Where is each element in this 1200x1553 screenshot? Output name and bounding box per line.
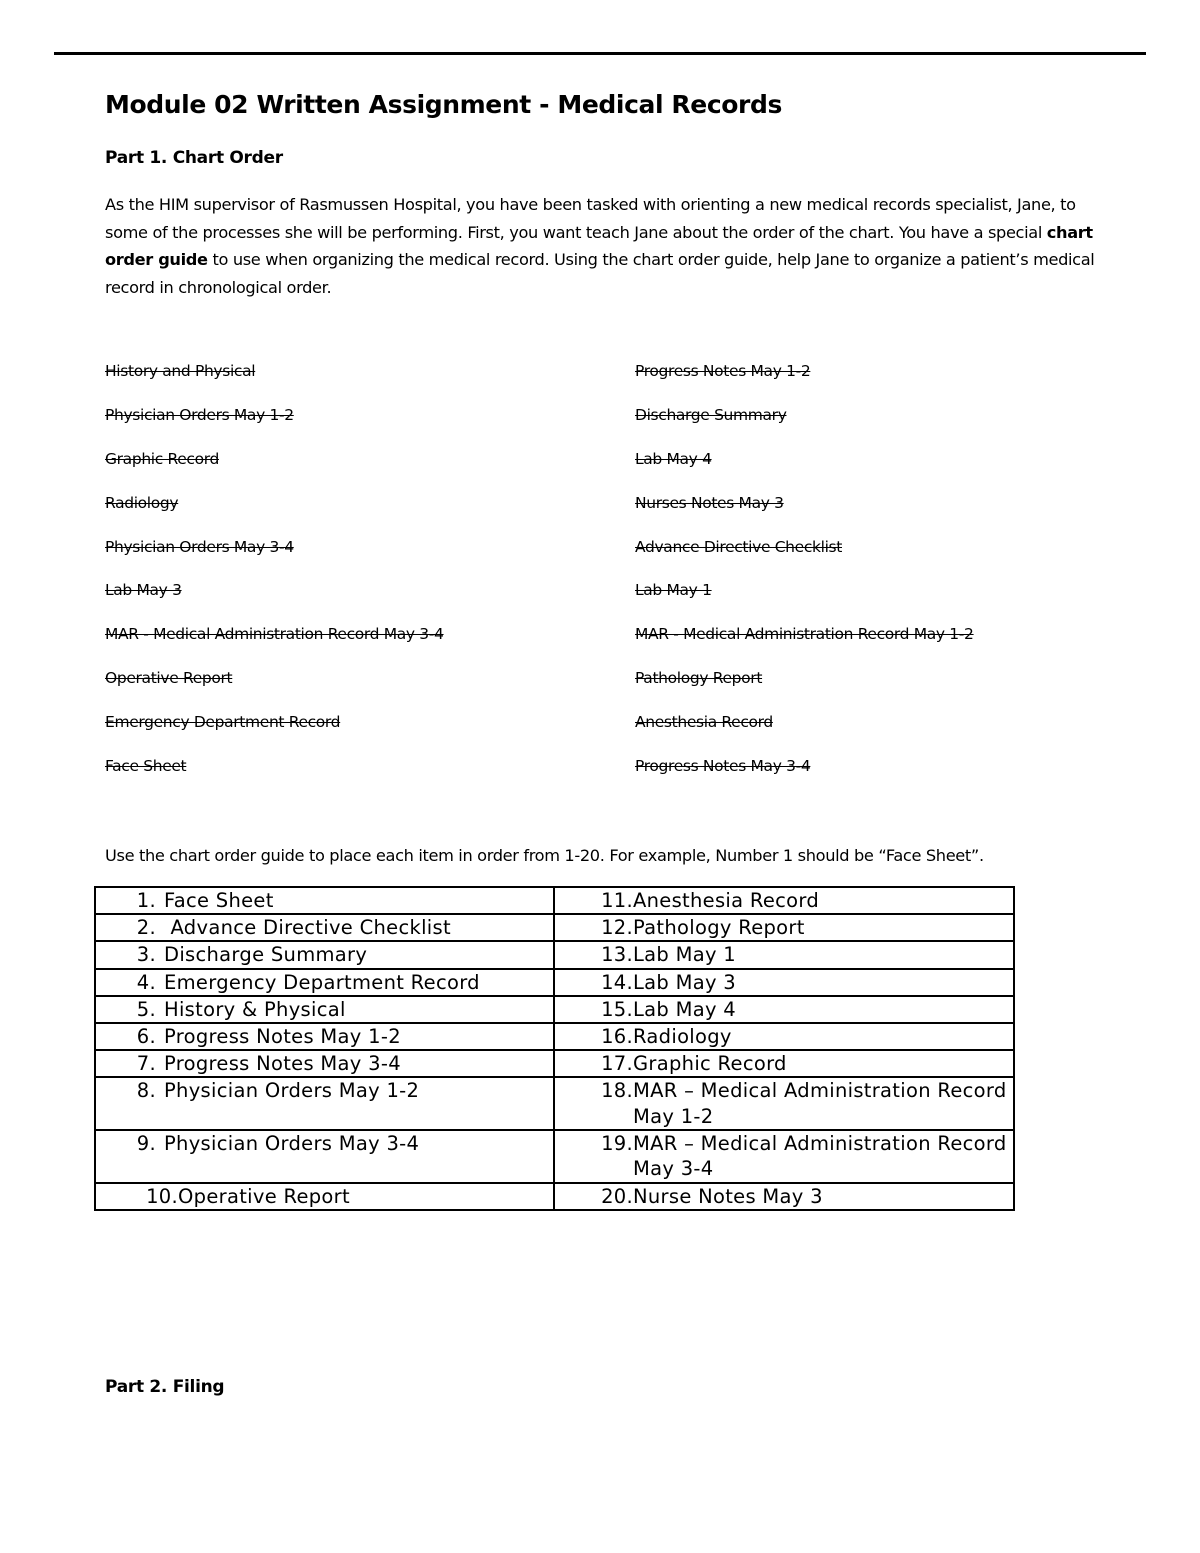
answer-number: 13.: [601, 943, 633, 967]
table-row: [95, 996, 1014, 1023]
table-row: [95, 1130, 1014, 1183]
chart-item: Radiology: [105, 493, 179, 512]
answer-cell: [95, 969, 554, 996]
chart-item: Operative Report: [105, 669, 233, 688]
chart-item: MAR - Medical Administration Record May 1-2: [635, 625, 974, 644]
answer-cell: [554, 941, 1014, 968]
answer-cell: [554, 996, 1014, 1023]
part1-intro: [105, 191, 1105, 301]
answer-number: 5.: [136, 997, 156, 1021]
top-rule: [54, 52, 1146, 55]
table-row: [95, 969, 1014, 996]
chart-item: Physician Orders May 3-4: [105, 537, 294, 556]
answer-cell: [95, 914, 554, 941]
chart-order-table: [94, 886, 1015, 1211]
table-row: [95, 1183, 1014, 1210]
answer-text: Operative Report: [178, 1184, 350, 1208]
table-row: [95, 1050, 1014, 1077]
answer-text: MAR – Medical Administration Record May 1-2: [633, 1079, 1007, 1128]
chart-item: Graphic Record: [105, 449, 219, 468]
table-row: [95, 1023, 1014, 1050]
chart-item: History and Physical: [105, 362, 256, 380]
chart-item: Advance Directive Checklist: [635, 537, 842, 556]
intro-text-end: to use when organizing the medical record. Using the chart order guide, help Jane to organize a patient’s medical record in chronological order.: [105, 250, 1095, 297]
table-instruction: Use the chart order guide to place each item in order from 1-20. For example, Number 1 should be “Face Sheet”.: [105, 846, 984, 865]
answer-cell: [95, 941, 554, 968]
intro-text-bold: chart order guide: [105, 222, 1093, 270]
answer-number: 3.: [136, 943, 156, 967]
answer-number: 19.: [601, 1132, 633, 1156]
chart-item: Discharge Summary: [635, 405, 787, 424]
answer-number: 7.: [136, 1052, 156, 1076]
answer-text: Progress Notes May 1-2: [164, 1025, 401, 1049]
answer-number: 17.: [601, 1052, 633, 1076]
answer-cell: [554, 1077, 1014, 1130]
chart-item: MAR - Medical Administration Record May 3-4: [105, 625, 444, 644]
answer-cell: [554, 1183, 1014, 1210]
table-row: [95, 1077, 1014, 1130]
answer-text: Face Sheet: [164, 889, 274, 912]
answer-text: Radiology: [633, 1025, 732, 1049]
answer-text: Anesthesia Record: [633, 889, 820, 912]
answer-number: 6.: [136, 1025, 156, 1049]
chart-item: Progress Notes May 3-4: [635, 757, 811, 776]
chart-item: Lab May 3: [105, 581, 182, 600]
chart-items-left: [105, 362, 444, 801]
answer-text: MAR – Medical Administration Record May 3-4: [633, 1132, 1007, 1181]
answer-number: 8.: [136, 1079, 156, 1103]
chart-item: Face Sheet: [105, 757, 187, 776]
answer-cell: [95, 1183, 554, 1210]
answer-text: Graphic Record: [633, 1052, 787, 1076]
chart-item: Progress Notes May 1-2: [635, 362, 811, 380]
chart-item: Physician Orders May 1-2: [105, 405, 294, 424]
answer-text: Advance Directive Checklist: [164, 916, 451, 940]
answer-text: Pathology Report: [633, 916, 805, 940]
answer-cell: [95, 996, 554, 1023]
chart-item: Lab May 4: [635, 449, 712, 468]
chart-item: Lab May 1: [635, 581, 712, 600]
part2-heading: Part 2. Filing: [105, 1377, 225, 1397]
answer-text: Physician Orders May 1-2: [164, 1079, 420, 1103]
answer-cell: [95, 887, 554, 914]
chart-item: Nurses Notes May 3: [635, 493, 784, 512]
answer-text: Lab May 3: [633, 970, 737, 994]
table-row: [95, 914, 1014, 941]
answer-cell: [95, 1050, 554, 1077]
answer-text: Physician Orders May 3-4: [164, 1132, 420, 1156]
answer-cell: [554, 969, 1014, 996]
chart-item: Emergency Department Record: [105, 713, 341, 732]
answer-number: 2.: [136, 916, 156, 940]
chart-item: Pathology Report: [635, 669, 763, 688]
answer-cell: [554, 1023, 1014, 1050]
answer-text: Lab May 1: [633, 943, 737, 967]
answer-number: 4.: [136, 970, 156, 994]
answer-cell: [554, 887, 1014, 914]
answer-number: 16.: [601, 1025, 633, 1049]
answer-number: 10.: [146, 1184, 178, 1208]
answer-text: Nurse Notes May 3: [633, 1184, 823, 1208]
table-row: [95, 887, 1014, 914]
intro-text-start: As the HIM supervisor of Rasmussen Hospital, you have been tasked with orienting a new medical records specialist, Jane, to some of the processes she will be performing. First, you want teach Jane about the order of the chart. You have a special: [105, 195, 1076, 242]
answer-number: 1.: [136, 889, 156, 912]
table-row: [95, 941, 1014, 968]
chart-items-right: [635, 362, 974, 801]
answer-text: Discharge Summary: [164, 943, 368, 967]
answer-number: 20.: [601, 1184, 633, 1208]
answer-cell: [95, 1130, 554, 1183]
answer-cell: [554, 1130, 1014, 1183]
answer-number: 11.: [601, 889, 633, 912]
answer-cell: [95, 1077, 554, 1130]
answer-cell: [554, 914, 1014, 941]
answer-number: 18.: [601, 1079, 633, 1103]
part1-heading: Part 1. Chart Order: [105, 148, 283, 168]
answer-cell: [554, 1050, 1014, 1077]
answer-cell: [95, 1023, 554, 1050]
answer-text: Emergency Department Record: [164, 970, 480, 994]
answer-number: 9.: [136, 1132, 156, 1156]
answer-text: Lab May 4: [633, 997, 737, 1021]
document-title: Module 02 Written Assignment - Medical Records: [105, 90, 782, 119]
answer-number: 14.: [601, 970, 633, 994]
chart-item: Anesthesia Record: [635, 713, 773, 732]
answer-text: History & Physical: [164, 997, 346, 1021]
answer-number: 12.: [601, 916, 633, 940]
answer-text: Progress Notes May 3-4: [164, 1052, 401, 1076]
answer-number: 15.: [601, 997, 633, 1021]
